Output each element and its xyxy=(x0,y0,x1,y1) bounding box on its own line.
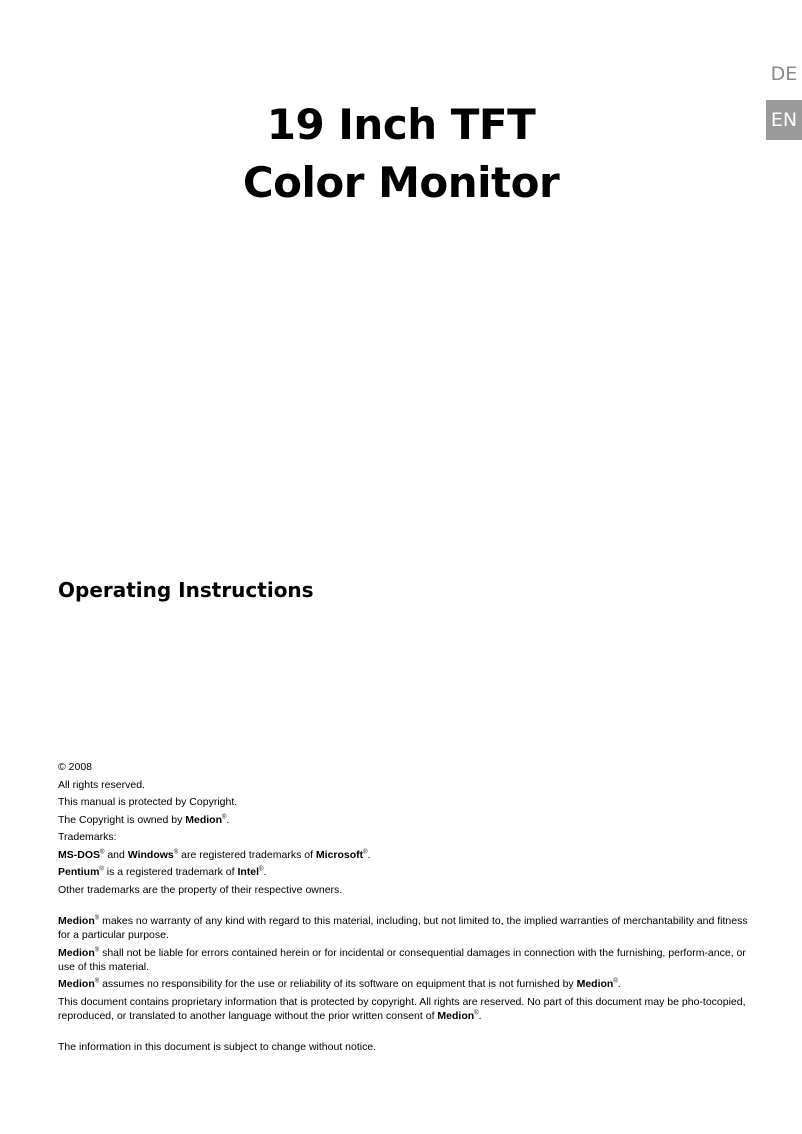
language-tab-en[interactable]: EN xyxy=(766,100,802,140)
warranty-disclaimer: Medion® makes no warranty of any kind with regard to this material, including, but not limited to, the implied warranties of merchantability and fitness for a particular purpose. xyxy=(58,915,748,941)
trademarks-label: Trademarks: xyxy=(58,831,117,843)
responsibility-disclaimer: Medion® assumes no responsibility for the use or reliability of its software on equipment that is not furnished by Medion®. xyxy=(58,978,621,990)
document-subtitle: Operating Instructions xyxy=(58,578,314,602)
legal-notice xyxy=(58,760,748,1058)
language-tab-de[interactable]: DE xyxy=(766,54,802,94)
change-notice: The information in this document is subject to change without notice. xyxy=(58,1041,377,1053)
title-line-1: 19 Inch TFT xyxy=(266,100,536,149)
rights-reserved: All rights reserved. xyxy=(58,778,145,791)
trademark-pentium: Pentium® is a registered trademark of Intel®. xyxy=(58,866,267,878)
proprietary-notice: This document contains proprietary information that is protected by copyright. All rights are reserved. No part of this document may be pho-tocopied, reproduced, or translated to another language without the prior written consent of Medion®. xyxy=(58,995,746,1022)
title-line-2: Color Monitor xyxy=(242,158,560,207)
trademark-msdos-windows: MS-DOS® and Windows® are registered trademarks of Microsoft®. xyxy=(58,848,371,861)
copyright-owner: The Copyright is owned by Medion®. xyxy=(58,813,230,826)
copyright-protection: This manual is protected by Copyright. xyxy=(58,796,238,808)
liability-disclaimer: Medion® shall not be liable for errors contained herein or for incidental or consequential damages in connection with the furnishing, perform-ance, or use of this material. xyxy=(58,946,746,973)
copyright-year: © 2008 xyxy=(58,761,93,773)
other-trademarks: Other trademarks are the property of their respective owners. xyxy=(58,883,343,896)
document-title xyxy=(0,96,802,212)
